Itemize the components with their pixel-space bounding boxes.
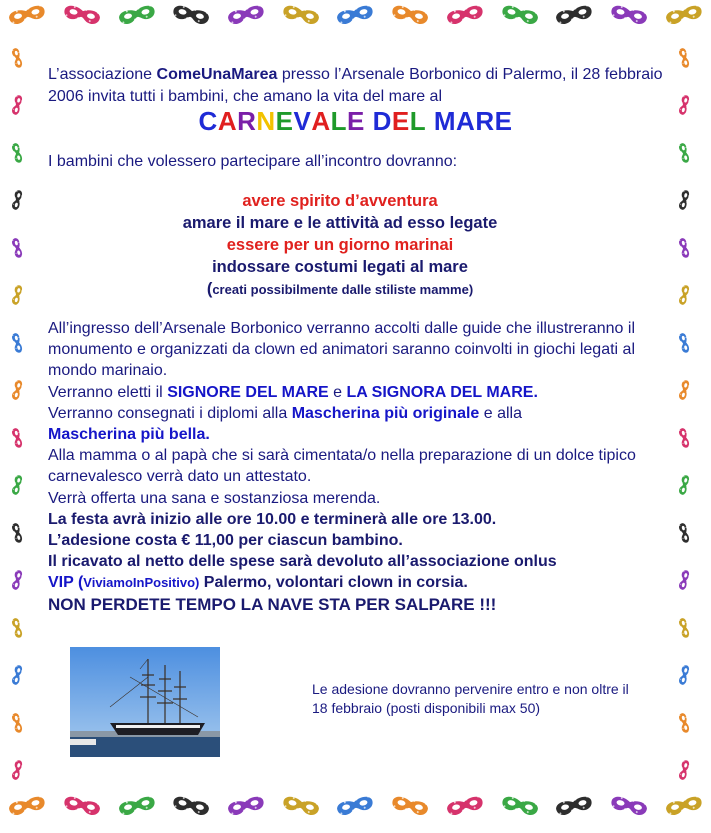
carnival-mask-icon — [0, 375, 39, 406]
mask-border-bottom — [0, 795, 711, 829]
requirement-5-text: creati possibilmente dalle stiliste mamme) — [212, 282, 474, 297]
carnival-mask-icon — [662, 280, 706, 311]
title-letter: D — [372, 106, 392, 136]
tall-ship-photo — [70, 647, 220, 757]
carnival-mask-icon — [497, 790, 541, 821]
mask-border-left — [6, 34, 38, 794]
carnival-mask-icon — [443, 790, 487, 821]
carnival-mask-icon — [0, 565, 39, 596]
carnival-mask-icon — [115, 790, 159, 821]
requirement-3: essere per un giorno marinai — [226, 236, 454, 254]
carnival-mask-icon — [0, 327, 39, 358]
carnival-mask-icon — [0, 660, 39, 691]
details-diplomas — [48, 403, 678, 445]
title-letter: A — [311, 106, 331, 136]
details-proceeds: Il ricavato al netto delle spese sarà devoluto all’associazione onlus — [48, 553, 557, 571]
requirement-5-paren: ( — [206, 280, 213, 298]
details-election — [48, 382, 678, 403]
carnival-mask-icon — [0, 517, 39, 548]
requirement-5 — [90, 278, 590, 301]
details-dessert: Alla mamma o al papà che si sarà cimentata/o nella preparazione di un dolce tipico carnevalesco verrà dato un attestato. — [48, 447, 636, 486]
carnival-mask-icon — [662, 755, 706, 786]
carnival-mask-icon — [60, 790, 104, 821]
title-letter: E — [391, 106, 410, 136]
title-letter: N — [256, 106, 276, 136]
carnival-mask-icon — [662, 707, 706, 738]
details-cost: L’adesione costa € 11,00 per ciascun bambino. — [48, 532, 403, 550]
carnival-mask-icon — [662, 42, 706, 73]
carnival-mask-icon — [60, 0, 104, 31]
event-title — [0, 106, 711, 137]
carnival-mask-icon — [0, 232, 39, 263]
carnival-mask-icon — [552, 790, 596, 821]
carnival-mask-icon — [333, 790, 377, 821]
carnival-mask-icon — [0, 422, 39, 453]
title-letter: L — [330, 106, 348, 136]
carnival-mask-icon — [607, 0, 651, 31]
vip-name: VIP ( — [48, 574, 84, 592]
title-letter: R — [475, 106, 495, 136]
carnival-mask-icon — [662, 232, 706, 263]
carnival-mask-icon — [497, 0, 541, 31]
carnival-mask-icon — [552, 0, 596, 31]
intro-text-start: L’associazione — [48, 66, 157, 83]
details-vip — [48, 572, 678, 593]
title-letter: A — [217, 106, 238, 136]
carnival-mask-icon — [169, 0, 213, 31]
carnival-mask-icon — [0, 470, 39, 501]
carnival-mask-icon — [224, 0, 268, 31]
title-signora: LA SIGNORA DEL MARE. — [346, 383, 538, 401]
closing-slogan: NON PERDETE TEMPO LA NAVE STA PER SALPARE !!! — [48, 594, 497, 614]
intro-paragraph — [48, 64, 668, 108]
carnival-mask-icon — [443, 0, 487, 31]
award-original: Mascherina più originale — [291, 404, 480, 422]
organization-name: ComeUnaMarea — [156, 66, 278, 83]
vip-description: Palermo, volontari clown in corsia. — [199, 574, 468, 592]
title-letter: E — [347, 106, 365, 136]
carnival-mask-icon — [5, 0, 49, 31]
title-letter — [426, 106, 434, 137]
title-letter: C — [198, 106, 218, 136]
carnival-mask-icon — [388, 790, 432, 821]
carnival-mask-icon — [279, 0, 323, 31]
requirements-list — [90, 190, 590, 301]
title-letter: E — [494, 106, 513, 136]
title-letter: A — [456, 106, 476, 136]
carnival-mask-icon — [607, 790, 651, 821]
title-letter: M — [433, 106, 457, 136]
requirement-4: indossare costumi legati al mare — [212, 258, 468, 276]
title-letter — [365, 106, 373, 137]
title-letter: E — [275, 106, 294, 136]
carnival-mask-icon — [169, 790, 213, 821]
carnival-mask-icon — [0, 42, 39, 73]
election-text: Verranno eletti il — [48, 383, 168, 401]
carnival-mask-icon — [0, 707, 39, 738]
title-letter: R — [237, 106, 257, 136]
registration-note: Le adesione dovranno pervenire entro e non oltre il 18 febbraio (posti disponibili max 50) — [312, 681, 629, 716]
details-welcome: All’ingresso dell’Arsenale Borbonico verranno accolti dalle guide che illustreranno il monumento e organizzati da clown ed animatori saranno coinvolti in giochi legati al mondo marinaio. — [48, 320, 635, 380]
carnival-mask-icon — [662, 185, 706, 216]
title-signore: SIGNORE DEL MARE — [167, 383, 329, 401]
requirement-1: avere spirito d’avventura — [242, 192, 438, 210]
title-letter: V — [293, 106, 312, 136]
vip-expansion: ViviamoInPositivo) — [83, 575, 200, 591]
carnival-mask-icon — [0, 280, 39, 311]
carnival-mask-icon — [333, 0, 377, 31]
carnival-mask-icon — [0, 137, 39, 168]
participation-intro: I bambini che volessero partecipare all’incontro dovranno: — [48, 153, 458, 170]
carnival-mask-icon — [388, 0, 432, 31]
carnival-mask-icon — [5, 790, 49, 821]
mask-border-top — [0, 4, 711, 38]
carnival-mask-icon — [224, 790, 268, 821]
carnival-mask-icon — [279, 790, 323, 821]
carnival-mask-icon — [662, 660, 706, 691]
carnival-mask-icon — [115, 0, 159, 31]
award-beautiful: Mascherina più bella. — [48, 426, 210, 444]
diplomas-and: e alla — [479, 404, 523, 422]
carnival-mask-icon — [0, 185, 39, 216]
details-time: La festa avrà inizio alle ore 10.00 e terminerà alle ore 13.00. — [48, 510, 497, 528]
intro-text-end: presso l’Arsenale Borbonico di Palermo, il 28 febbraio 2006 invita tutti i bambini, che amano la vita del mare al — [48, 66, 663, 105]
title-letter: L — [409, 106, 427, 136]
carnival-mask-icon — [662, 137, 706, 168]
requirement-2: amare il mare e le attività ad esso legate — [182, 214, 498, 232]
carnival-mask-icon — [662, 0, 706, 31]
carnival-mask-icon — [0, 612, 39, 643]
election-and: e — [328, 383, 347, 401]
carnival-mask-icon — [0, 755, 39, 786]
details-snack: Verrà offerta una sana e sostanziosa merenda. — [48, 489, 381, 507]
diplomas-text: Verranno consegnati i diplomi alla — [48, 404, 292, 422]
event-details — [48, 318, 678, 615]
carnival-mask-icon — [662, 790, 706, 821]
carnival-mask-icon — [662, 612, 706, 643]
